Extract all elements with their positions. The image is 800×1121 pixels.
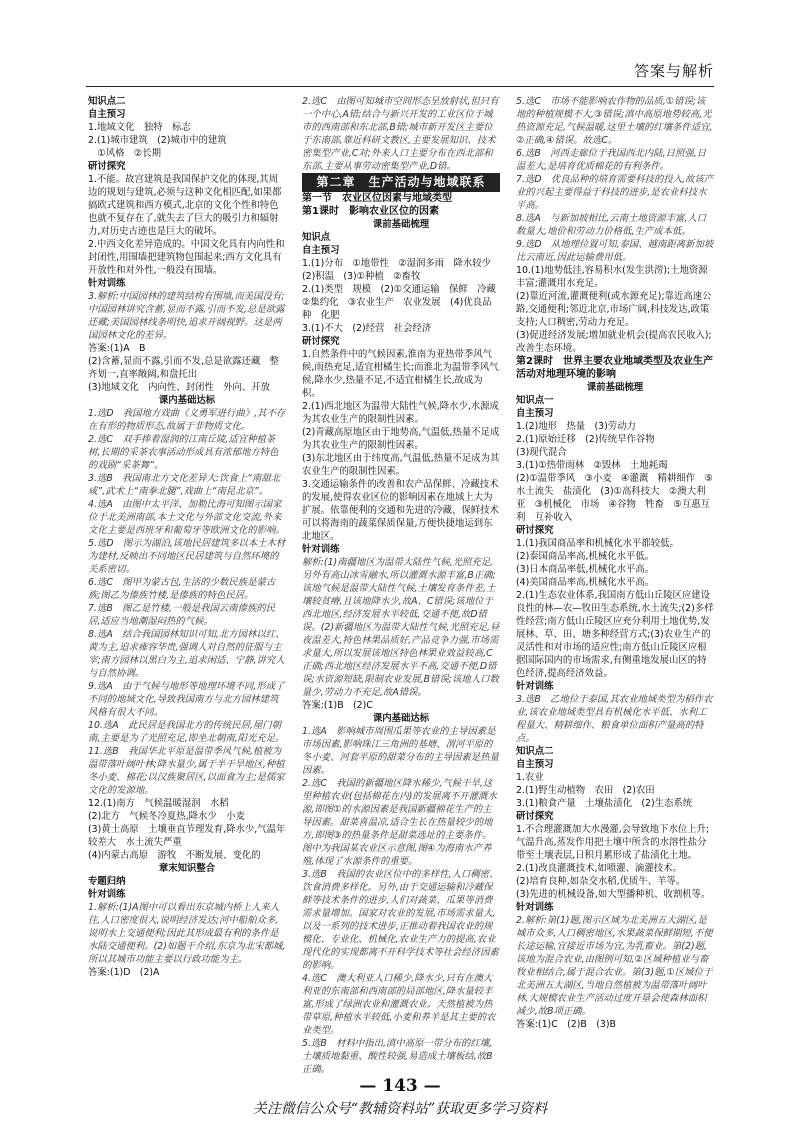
text-line: 1.不能。故宫建筑是我国保护文化的体现,其周边的规划与建筑,必须与这种文化相匹配,如果都搞欧式建筑和西方模式,北京的文化个性和特色也就不复存在了,就失去了巨大的吸引力和辐射力,对历史古迹也是巨大的破坏。 — [88, 174, 282, 237]
page-header — [0, 0, 800, 90]
answer-explanation: 1.解析:(1)A图中可以看出东京城内桥上人来人往,人口密度很大,说明经济发达;河中船舶众多,说明水上交通便利;因此其形成最有利的条件是水陆交通便利。(2)如题干介绍,东京为北宋都城,所以其城市功能主要以行政功能为主。 — [88, 902, 286, 965]
text-line: 2.(1)城市建筑 (2)城市中的建筑 — [88, 135, 227, 146]
text-line: 1.不合理灌溉加大水漫灌,会导致地下水位上升;气温升高,蒸发作用把土壤中所含的水溶性盐分带至土壤表层,日积月累形成了盐渍化土地。 — [516, 824, 710, 861]
text-line: 2.(1)生态农业体系,我国南方低山丘陵区应建设良性的林—农—牧田生态系统,水土流失;(2)多样性经营;南方低山丘陵区应充分利用土地优势,发展林、草、田、塘多种经营方式;(3)农业生产的灵活性和对市场的适应性;南方低山丘陵区应根据国际国内的市场需求,有侧重地发展山区的特色经济,提高经济效益。 — [516, 590, 714, 679]
answer-explanation: 6.选C 图甲为蒙古包,生活的少数民族是蒙古族;图乙为傣族竹楼,是傣族的特色民居。 — [88, 577, 276, 601]
text-line: 3.(1)粮食产量 土壤盐渍化 (2)生态系统 — [516, 798, 693, 809]
column-middle — [302, 95, 506, 1075]
section-heading: 针对训练 — [516, 902, 554, 913]
section-heading: 自主预习 — [516, 408, 554, 419]
section-heading: 知识点 — [302, 232, 331, 243]
text-line: 2.(1)西北地区为温带大陆性气候,降水少,水源成为其农业生产的限制性因素。 — [302, 401, 499, 425]
section-heading: 研讨探究 — [302, 336, 340, 347]
text-line: (2)青藏高原地区由于地势高,气温低,热量不足成为其农业生产的限制性因素。 — [302, 427, 500, 451]
answer-explanation: 解析:(1)南疆地区为温带大陆性气候,光照充足,另外有高山冰雪融水,所以灌溉水源丰富,B正确;该地气候是温带大陆性气候,土壤发育条件差,土壤较贫瘠,且该地降水少,故A、C错误;该地位于西北地区,经济发展水平较低,交通不便,故D错误。(2)新疆地区为温带大陆性气候,光照充足,昼夜温差大,特色林果品质好,产品竞争力强,市场需求量大,所以发展该地区特色林果业效益较高,C正确;西北地区经济发展水平不高,交通不便,D错误;水资源短缺,限制农业发展,B错误;该地人口数量少,劳动力不充足,故A错误。 — [302, 557, 500, 698]
text-line: 1.自然条件中的气候因素,淮南为亚热带季风气候,雨热充足,适宜柑橘生长;而淮北为温带季风气候,降水少,热量不足,不适宜柑橘生长,故成为枳。 — [302, 349, 499, 399]
text-line: 10.(1)地势低洼,容易积水(发生洪涝);土地资源丰富;灌溉用水充足。 — [516, 265, 708, 289]
section-heading: 知识点一 — [516, 395, 554, 406]
text-line: (3)黄土高原 土壤垂直节理发育,降水少,气温年较差大 水土流失严重 — [88, 824, 286, 848]
text-line: 12.(1)南方 气候温暖湿润 水稻 — [88, 798, 229, 809]
answer-explanation: 8.选A 结合我国园林知识可知,北方园林以红、黄为主,追求雍容华贵,强调人对自然的征服与主宰;南方园林以黑白为主,追求闲适、宁静,讲究人与自然协调。 — [88, 629, 285, 679]
text-line: 2.中西文化差异造成的。中国文化具有内向性和封闭性,用围墙把建筑物包围起来;西方文化具有开放性和对外性,一般没有围墙。 — [88, 239, 285, 276]
section-heading: 自主预习 — [88, 109, 126, 120]
lesson-title: 第1课时 影响农业区位的因素 — [302, 206, 439, 217]
answer-explanation: 5.选B 材料中指出,滇中高原一带分布的红壤,土壤质地黏重、酸性较强,易造成土壤板结,故B正确。 — [302, 1038, 493, 1075]
answer-explanation: 7.选B 图乙是竹楼,一般是我国云南傣族的民居,适应当地潮湿闷热的气候。 — [88, 603, 276, 627]
answer-explanation: 6.选B 河西走廊位于我国西北内陆,日照强,日温差大,是培育优质棉花的有利条件。 — [516, 148, 707, 172]
section-heading: 研讨探究 — [516, 525, 554, 536]
answer-explanation: 2.解析:第(1)题,图示区域为北美洲五大湖区,是城市众多,人口稠密地区,水果蔬菜保鲜期短,不便长途运输,宜接近市场为宜,为乳畜业。第(2)题,该地为混合农业,由图例可知,②区域种植业与畜牧业相结合,属于混合农业。第(3)题,①区域位于北美洲五大湖区,当地自然植被为温带落叶阔叶林,大规模农业生产活动过度开垦会使森林面积减少,故B项正确。 — [516, 915, 713, 1017]
section-heading: 研讨探究 — [516, 811, 554, 822]
text-line: (3)日本商品率低,机械化水平高。 — [516, 564, 655, 575]
text-line: 答案:(1)B (2)C — [302, 700, 373, 711]
text-line: (3)东北地区由于纬度高,气温低,热量不足成为其农业生产的限制性因素。 — [302, 453, 500, 477]
text-line: 1.农业 — [516, 772, 544, 783]
text-line: (3)促进经济发展;增加就业机会(提高农民收入);改善生态环境。 — [516, 330, 712, 354]
block-heading: 课前基础梳理 — [372, 219, 430, 230]
text-line: 3.(1)不大 (2)经营 社会经济 — [302, 323, 432, 334]
text-line: 答案:(1)A B — [88, 343, 146, 354]
answer-explanation: 3.选B 我国南北方文化差异大:饮食上“南甜北咸”,武术上“南拳北腿”,戏曲上“南昆北京”。 — [88, 473, 281, 497]
block-heading: 课前基础梳理 — [586, 382, 644, 393]
chapter-banner: 第二章 生产活动与地域联系 — [302, 173, 500, 192]
lesson-title: 第2课时 世界主要农业地域类型及农业生产活动对地理环境的影响 — [516, 356, 713, 380]
section-heading: 针对训练 — [88, 278, 126, 289]
answer-explanation: 5.选D 图示为湖泊,该地民居建筑多以本土木材为建材,反映出不同地区民居建筑与自然环境的关系密切。 — [88, 538, 286, 575]
answer-explanation: 4.选C 澳大利亚人口稀少,降水少,只有在澳大利亚的东南部和西南部的局部地区,降水量较丰富,形成了绿洲农业和灌溉农业。天然植被为热带草原,种植水平较低,小麦和养羊是其主要的农业类型。 — [302, 973, 496, 1036]
answer-explanation: 9.选D 从地理位置可知,泰国、越南距离新加坡比云南近,因此运输费用低。 — [516, 239, 714, 263]
text-line: ①风格 ②长期 — [88, 148, 162, 159]
section-heading: 自主预习 — [516, 759, 554, 770]
section-heading: 知识点二 — [88, 96, 126, 107]
text-line: 2.(1)原始迁移 (2)传统旱作谷物 — [516, 434, 655, 445]
text-line: (3)先进的机械设备,如大型播种机、收割机等。 — [516, 889, 711, 900]
answer-explanation: 3.选B 我国的农业区位中的多样性,人口稠密、饮食消费多样化。另外,由于交通运输和冷藏保鲜等技术条件的进步,人们对蔬菜、瓜果等消费需求量增加。国家对农业的发展,市场需求量大,以及一系列的技术进步,正推动着我国农业的规模化、专业化、机械化,农业生产力的提高,农业现代化的实现都离不开科学技术等社会经济因素的影响。 — [302, 869, 499, 971]
text-line: 答案:(1)D (2)A — [88, 967, 160, 978]
text-line: 1.(1)分布 ①地带性 ②湿润多雨 降水较少 (2)积温 (3)①种植 ②畜牧 — [302, 258, 501, 282]
text-line: (2)①温带季风 ③小麦 ④灌溉 精耕细作 ⑤水土流失 盐渍化 (3)①高科技大 ②澳大利亚 ③机械化 市场 ④谷物 牲畜 ⑤互惠互利 互补收入 — [516, 473, 713, 523]
answer-explanation: 3.解析:中国园林的建筑结构有围墙,而美国没有;中国园林讲究含蓄,显而不露,引而不发,总是欲露还藏;美国园林线条明快,追求开阔视野。这是两国园林文化的差异。 — [88, 291, 285, 341]
answer-explanation: 5.选C 市场不能影响农作物的品质,①错误;该地的种植规模不大,③错误;滇中高原地势较高,光热资源充足,气候温暖,这里土壤的红壤条件适宜,②正确,④错误。故选C。 — [516, 96, 713, 146]
section-heading: 针对训练 — [88, 889, 126, 900]
lesson-title: 第一节 农业区位因素与地域类型 — [302, 193, 452, 204]
text-line: 1.地域文化 独特 标志 — [88, 122, 191, 133]
text-line: (2)含蓄,显而不露,引而不发,总是欲露还藏 整齐划一,直率敞阔,和盘托出 — [88, 356, 279, 380]
answer-explanation: 2.选C 我国的新疆地区降水稀少,气候干旱,这里种植农业(包括棉花在内)的发展离不开灌溉水源,即图①的水源因素是我国新疆棉花生产的主导因素。甜菜喜温凉,适合生长在热量较少的地方,即图③的热量条件是甜菜选址的主要条件。图中为我国某农业区示意图,图④为海南水产养殖,体现了水源条件的重要。 — [302, 778, 497, 867]
header-rule — [86, 86, 714, 87]
block-heading: 课内基础达标 — [158, 395, 216, 406]
answer-explanation: 2.选C 由图可知城市空间形态呈放射状,但只有一个中心,A错;结合与新兴开发的工业区位于城市的西南部和东北部,B错;城市新开发区主要位于东南部,靠近科研文教区,主要发展知识、技术密集型产业,C对;外来人口主要分布在西北部和东部,主要从事劳动密集型产业,D错。 — [302, 96, 499, 172]
block-heading: 章末知识整合 — [158, 863, 216, 874]
footer-note: 关注微信公众号“教辅资料站”获取更多学习资料 — [252, 1101, 548, 1117]
answer-explanation: 3.选B 乙地位于泰国,其农业地域类型为稻作农业,该农业地域类型具有机械化水平低、水利工程量大、精耕细作、粮食单位面积产量高的特点。 — [516, 694, 713, 744]
text-line: 2.(1)类型 规模 (2)①交通运输 保鲜 冷藏 ②集约化 ③农业生产 农业发展 (4)优良品种 化肥 — [302, 284, 506, 321]
section-heading: 自主预习 — [302, 245, 340, 256]
text-line: (2)泰国商品率高,机械化水平低。 — [516, 551, 655, 562]
text-line: (2)靠近河流,灌溉便利(或水源充足);靠近高速公路,交通便利;邻近北京,市场广阔,科技发达,政策支持;人口稠密,劳动力充足。 — [516, 291, 712, 328]
text-line: (4)美国商品率高,机械化水平高。 — [516, 577, 655, 588]
section-heading: 专题归纳 — [88, 876, 126, 887]
answer-explanation: 8.选A 与新加坡相比,云南土地资源丰富,人口数量大,地价和劳动力价格低,生产成本低。 — [516, 213, 707, 237]
column-left — [88, 95, 286, 1073]
text-line: (3)现代混合 — [516, 447, 567, 458]
answer-explanation: 11.选B 我国华北平原是温带季风气候,植被为温带落叶阔叶林;降水量少,属于半干旱地区,种植冬小麦、棉花;以汉族聚居区,以面食为主;是儒家文化的发源地。 — [88, 746, 285, 796]
text-line: (2)北方 气候冬冷夏热,降水少 小麦 — [88, 811, 245, 822]
answer-explanation: 2.选C 双手捧着湿润的江南丘陵,适宜种植茶树,长期的采茶农事活动形成具有浓郁地方特色的戏剧“采茶舞”。 — [88, 434, 279, 471]
answer-explanation: 7.选D 优良品种的培育需要科技的投入,故该产业的兴起主要得益于科技的进步,是农业科技水平高。 — [516, 174, 714, 211]
answer-explanation: 4.选A 由图中太平洋、加勒比海可知图示国家位于北美洲南部,本土文化与外部文化交流,外来文化主要是西班牙和葡萄牙等欧洲文化的影响。 — [88, 499, 285, 536]
answer-explanation: 1.选D 我国地方戏曲《义勇军进行曲》,其不存在有形的物质形态,故属于非物质文化。 — [88, 408, 286, 432]
page-number: — 143 — — [359, 1076, 441, 1096]
text-line: (3)地域文化 内向性、封闭性 外向、开放 — [88, 382, 271, 393]
text-line: 2.(1)野生动植物 农田 (2)农田 — [516, 785, 655, 796]
answer-explanation: 9.选A 由于气候与地形等地理环境不同,形成了不同的地域文化,导致我国南方与北方园林建筑风格有很大不同。 — [88, 681, 285, 718]
header-title: 答案与解析 — [633, 62, 714, 80]
block-heading: 课内基础达标 — [372, 713, 430, 724]
text-line: 3.(1)①热带雨林 ②毁林 土地耗竭 — [516, 460, 668, 471]
section-heading: 知识点二 — [516, 746, 554, 757]
text-line: 3.交通运输条件的改善和农产品保鲜、冷藏技术的发展,使得农业区位的影响因素在地域上大为扩展。依靠便利的交通和先进的冷藏、保鲜技术可以将海南的蔬菜保质保量,方便快捷地运到东北地区。 — [302, 479, 499, 542]
section-heading: 针对训练 — [302, 544, 340, 555]
text-line: 答案:(1)C (2)B (3)B — [516, 1019, 616, 1030]
answer-explanation: 1.选A 影响城市周围瓜果等农业的主导因素是市场因素,影响珠江三角洲的基塘、渭河平原的冬小麦、河套平原的甜菜分布的主导因素是热量因素。 — [302, 726, 499, 776]
text-line: (2)培育良种,如杂交水稻,优质牛、羊等。 — [516, 876, 686, 887]
text-line: 2.(1)改良灌溉技术,如喷灌、滴灌技术。 — [516, 863, 682, 874]
column-right — [516, 95, 714, 1073]
answer-explanation: 10.选A 此民居是我国北方的传统民居,屋门朝南,主要是为了光照充足,即坐北朝南,阳光充足。 — [88, 720, 285, 744]
text-line: 1.(1)我国商品率和机械化水平都较低。 — [516, 538, 679, 549]
section-heading: 研讨探究 — [88, 161, 126, 172]
text-line: (4)内蒙古高原 游牧 不断发展、变化的 — [88, 850, 261, 861]
section-heading: 针对训练 — [516, 681, 554, 692]
text-line: 1.(2)地形 热量 (3)劳动力 — [516, 421, 636, 432]
